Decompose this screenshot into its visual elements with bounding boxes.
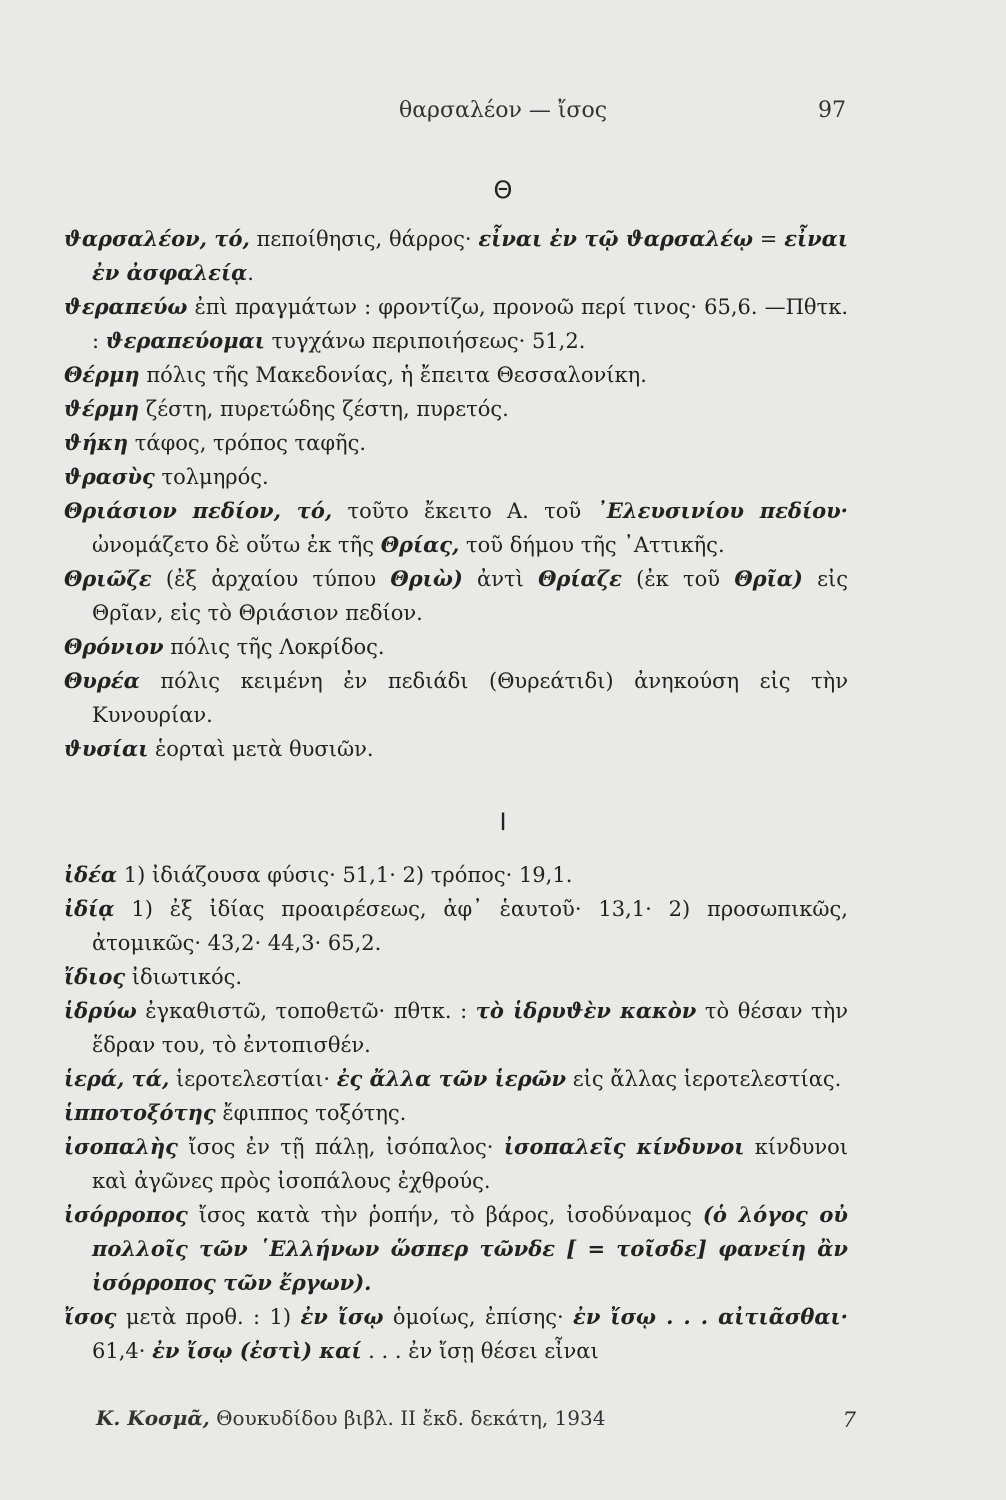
dictionary-entry [64,460,848,494]
section-iota-entries [64,858,848,1368]
entry-text: πόλις τῆς Λοκρίδος. [163,635,385,659]
dictionary-entry [64,494,848,562]
entry-headword: ἱερά, τά, [64,1066,170,1091]
quoted-phrase: Θριὼ) [390,566,463,591]
quoted-phrase: τὸ ἱδρυϑὲν κακὸν [475,998,697,1023]
entry-text: πόλις τῆς Μακεδονίας, ἡ ἔπειτα Θεσσαλονίκη. [139,363,647,387]
dictionary-entry [64,858,848,892]
quoted-phrase: εἶναι ἐν τῷ ϑαρσαλέῳ [478,226,754,251]
page-footer [96,1406,856,1430]
dictionary-entry [64,630,848,664]
dictionary-entry [64,732,848,766]
dictionary-entry [64,1198,848,1300]
section-heading-iota: Ι [499,808,507,836]
entry-text: εἰς ἄλλας ἱεροτελεστίας. [566,1067,842,1091]
dictionary-entry [64,994,848,1062]
entry-headword: Θρόνιον [64,634,164,659]
signature-mark: 7 [842,1408,856,1432]
page-number: 97 [818,98,846,123]
entry-headword: ἴδιος [64,964,126,989]
entry-headword: ϑέρμη [64,396,140,421]
quoted-phrase: ἐν ἴσῳ [300,1304,384,1329]
entry-text: τοῦτο ἔκειτο Α. τοῦ [332,499,597,523]
entry-headword: Θυρέα [64,668,140,693]
quoted-phrase: εἶναι ἐν ἀσφαλείᾳ [92,226,849,285]
running-title: θαρσαλέον — ἴσος [398,98,608,123]
entry-text: ἑορταὶ μετὰ θυσιῶν. [148,737,374,761]
entry-text: . [247,261,254,285]
entry-headword: ϑυσίαι [64,736,149,761]
entry-text: ἱεροτελεστίαι· [169,1067,337,1091]
entry-text: . . . ἐν ἴσῃ θέσει εἶναι [361,1339,599,1363]
footer-citation: Θουκυδίδου βιβλ. II ἔκδ. δεκάτη, 1934 [209,1406,606,1430]
quoted-phrase: ἐν ἴσῳ (ἐστὶ) καί [152,1338,362,1363]
entry-text: τυγχάνω περιποιήσεως· 51,2. [264,329,586,353]
entry-headword: ἱδρύω [64,998,137,1023]
entry-headword: ϑεραπεύω [64,294,188,319]
dictionary-entry [64,960,848,994]
entry-text: ἴσος ἐν τῇ πάλῃ, ἰσόπαλος· [177,1135,504,1159]
entry-text: τολμηρός. [154,465,269,489]
entry-text: κίνδυνοι καὶ ἀγῶνες πρὸς ἰσοπάλους ἐχθρούς. [92,1135,848,1193]
entry-headword: ϑαρσαλέον, τό, [64,226,250,251]
entry-text: ζέστη, πυρετώδης ζέστη, πυρετός. [139,397,509,421]
entry-text: 61,4· [92,1339,153,1363]
quoted-phrase: ἐς ἄλλα τῶν ἱερῶν [336,1066,567,1091]
entry-text: ἐγκαθιστῶ, τοποθετῶ· πθτκ. : [136,999,476,1023]
entry-headword: ϑήκη [64,430,129,455]
quoted-phrase: Θρίας, [380,532,460,557]
entry-text: τάφος, τρόπος ταφῆς. [128,431,367,455]
entry-text: 1) ἐξ ἰδίας προαιρέσεως, ἀφ᾿ ἑαυτοῦ· 13,1· 2) προσωπικῶς, ἀτομικῶς· 43,2· 44,3· 65,2. [92,897,848,955]
entry-headword: Θριῶζε [64,566,152,591]
entry-text: ἀντὶ [462,567,539,591]
section-heading-theta: Θ [493,176,513,204]
entry-headword: ἰδέα [64,862,118,887]
entry-text: ἴσος κατὰ τὴν ῥοπήν, τὸ βάρος, ἰσοδύναμος [187,1203,703,1227]
entry-text: μετὰ προθ. : 1) [116,1305,301,1329]
quoted-phrase: Θρῖα) [734,566,803,591]
entry-text: ὠνομάζετο δὲ οὕτω ἐκ τῆς [92,533,381,557]
dictionary-entry [64,664,848,732]
section-theta-entries [64,222,848,766]
footer-author: Κ. Κοσμᾶ, [96,1406,210,1430]
entry-headword: ἰσόρροπος [64,1202,188,1227]
entry-text: (ἐκ τοῦ [621,567,735,591]
entry-headword: ἴσος [64,1304,117,1329]
quoted-phrase: ᾿Ελευσινίου πεδίου· [596,498,848,523]
quoted-phrase: ἰσοπαλεῖς κίνδυνοι [503,1134,745,1159]
entry-text: εἰς Θρῖαν, εἰς τὸ Θριάσιον πεδίον. [92,567,849,625]
entry-headword: ἰσοπαλὴς [64,1134,178,1159]
quoted-phrase: ϑεραπεύομαι [105,328,265,353]
entry-headword: ἱπποτοξότης [64,1100,216,1125]
entry-headword: Θέρμη [64,362,140,387]
quoted-phrase: Θρίαζε [538,566,622,591]
entry-text: ἐπὶ πραγμάτων : φροντίζω, προνοῶ περί τινος· 65,6. —Πθτκ. : [92,295,848,353]
entry-text: ὁμοίως, ἐπίσης· [383,1305,574,1329]
dictionary-entry [64,392,848,426]
entry-text: τοῦ δήμου τῆς ᾿Αττικῆς. [459,533,725,557]
quoted-phrase: (ὁ λόγος οὐ πολλοῖς τῶν ῾Ελλήνων ὥσπερ τῶνδε [ = τοῖσδε] φανείη ἂν ἰσόρροπος τῶν ἔργων). [92,1202,848,1295]
entry-headword: Θριάσιον πεδίον, τό, [64,498,333,523]
entry-text: ἰδιωτικός. [125,965,243,989]
dictionary-entry [64,1096,848,1130]
entry-text: 1) ἰδιάζουσα φύσις· 51,1· 2) τρόπος· 19,1. [117,863,573,887]
entry-text: = [753,227,785,251]
dictionary-entry [64,1130,848,1198]
quoted-phrase: ἐν ἴσῳ . . . αἰτιᾶσθαι· [573,1304,848,1329]
entry-text: (ἐξ ἀρχαίου τύπου [151,567,391,591]
dictionary-entry [64,222,848,290]
entry-text: τὸ θέσαν τὴν ἕδραν του, τὸ ἐντοπισθέν. [92,999,849,1057]
dictionary-entry [64,562,848,630]
dictionary-entry [64,892,848,960]
entry-text: πόλις κειμένη ἐν πεδιάδι (Θυρεάτιδι) ἀνηκούση εἰς τὴν Κυνουρίαν. [92,669,848,727]
dictionary-entry [64,426,848,460]
dictionary-entry [64,1300,848,1368]
dictionary-entry [64,358,848,392]
dictionary-entry [64,1062,848,1096]
entry-headword: ϑρασὺς [64,464,155,489]
entry-headword: ἰδίᾳ [64,896,115,921]
entry-text: πεποίθησις, θάρρος· [249,227,479,251]
dictionary-entry [64,290,848,358]
entry-text: ἔφιππος τοξότης. [215,1101,407,1125]
